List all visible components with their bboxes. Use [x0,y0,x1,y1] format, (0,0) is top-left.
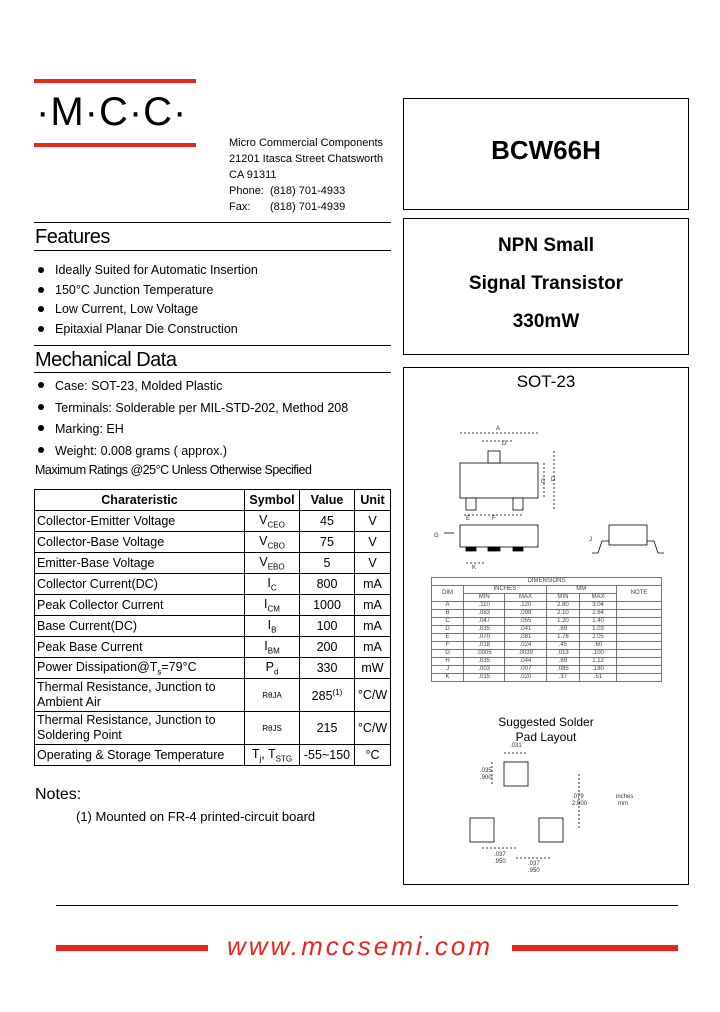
description-line-1: NPN Small [497,235,595,256]
svg-text:D: D [551,477,556,483]
table-row [35,658,391,679]
table-row [35,679,391,712]
pad-label: .900 [480,775,492,781]
mechanical-heading: Mechanical Data [35,349,177,371]
list-item: Case: SOT-23, Molded Plastic [35,376,348,398]
table-row [432,650,662,658]
company-logo: ·M·C·C· [36,90,188,134]
solder-title [404,715,688,745]
table-row [35,553,391,574]
description-box [403,218,689,355]
table-row [35,511,391,532]
part-number: BCW66H [491,135,601,165]
column-header: INCHES [464,586,547,594]
dim-cell: G [432,650,464,658]
table-row [432,674,662,682]
table-row [432,610,662,618]
table-row [35,616,391,637]
ratings-table [34,489,391,766]
dim-cell: .0005 [464,650,505,658]
table-row [432,626,662,634]
dim-cell: .018 [464,642,505,650]
dim-cell: 1.40 [580,618,617,626]
symbol-cell: $V_{EBO}$ [245,553,300,574]
table-row [432,634,662,642]
dim-cell: .003 [464,666,505,674]
column-header: MIN [546,594,580,602]
dim-cell: .110 [464,602,505,610]
dim-cell: .180 [580,666,617,674]
dim-cell: .055 [505,618,546,626]
dim-cell: 1.78 [546,634,580,642]
characteristic-cell: Collector Current(DC) [35,574,245,595]
solder-pad-layout-drawing [404,743,688,888]
dim-cell: J [432,666,464,674]
column-header: Symbol [245,490,300,511]
solder-title-line-1: Suggested Solder [498,715,594,729]
list-item: Terminals: Solderable per MIL-STD-202, Method 208 [35,398,348,420]
dim-cell: A [432,602,464,610]
list-item: Low Current, Low Voltage [35,300,258,320]
unit-cell: mA [355,574,391,595]
dim-cell: 2.64 [580,610,617,618]
dim-cell [616,610,661,618]
column-header: MIN [464,594,505,602]
dim-cell [616,650,661,658]
pad-label: inches [616,794,634,800]
company-info [229,135,383,215]
unit-cell: mA [355,637,391,658]
solder-title-line-2: Pad Layout [515,730,577,744]
dim-cell: .120 [505,602,546,610]
pad-label: .031 [510,743,522,749]
dim-cell: K [432,674,464,682]
company-fax: Fax: (818) 701-4939 [229,201,346,213]
svg-text:E: E [466,516,471,522]
value-cell: 5 [300,553,355,574]
symbol-cell: $I_C$ [245,574,300,595]
table-row [432,666,662,674]
logo-top-bar [34,79,196,83]
column-header: Unit [355,490,391,511]
table-row [432,618,662,626]
value-cell: 100 [300,616,355,637]
symbol-cell: $I_{BM}$ [245,637,300,658]
mechanical-list [35,376,348,462]
company-phone: Phone: (818) 701-4933 [229,185,346,197]
column-header: MAX [580,594,617,602]
value-cell: 330 [300,658,355,679]
dim-cell: .013 [546,650,580,658]
divider [34,345,391,346]
table-row [432,642,662,650]
list-item: Epitaxial Planar Die Construction [35,320,258,340]
dim-cell: .020 [505,674,546,682]
description [404,227,688,341]
symbol-cell: $T_j$, $T_{STG}$ [245,745,300,766]
value-cell: 45 [300,511,355,532]
unit-cell: °C/W [355,679,391,712]
unit-cell: °C [355,745,391,766]
list-item: Marking: EH [35,419,348,441]
dim-cell: .100 [580,650,617,658]
dim-cell: .51 [580,674,617,682]
dim-cell: F [432,642,464,650]
dim-cell: .89 [546,658,580,666]
divider [34,250,391,251]
dim-cell: 3.04 [580,602,617,610]
pad-label: .037 [494,852,506,858]
dim-cell: .070 [464,634,505,642]
column-header: DIM [432,586,464,602]
symbol-cell: $V_{CEO}$ [245,511,300,532]
svg-text:D: D [502,441,507,447]
characteristic-cell: Peak Collector Current [35,595,245,616]
divider [34,222,391,223]
table-row [35,532,391,553]
value-cell: 800 [300,574,355,595]
list-item: Ideally Suited for Automatic Insertion [35,261,258,281]
dim-cell: .024 [505,642,546,650]
dim-cell: .083 [464,610,505,618]
column-header: NOTE [616,586,661,602]
svg-text:K: K [472,565,477,571]
dim-cell: 2.05 [580,634,617,642]
dim-cell: 2.80 [546,602,580,610]
svg-text:A: A [496,426,501,432]
sot23-top-view-drawing [404,393,688,593]
unit-cell: V [355,511,391,532]
dim-cell: .007 [505,666,546,674]
dim-cell: .085 [546,666,580,674]
dim-cell: .035 [464,626,505,634]
table-row [35,712,391,745]
pad-label: .035 [480,768,492,774]
dim-cell: C [432,618,464,626]
part-number-box [403,98,689,210]
dim-cell: 2.10 [546,610,580,618]
note-item: (1) Mounted on FR-4 printed-circuit board [76,809,316,824]
dim-cell: .37 [546,674,580,682]
company-address-2: CA 91311 [229,169,277,181]
divider [34,372,391,373]
svg-text:F: F [492,516,496,522]
characteristic-cell: Power $Dissipation@T_s=79^\circ C$ [35,658,245,679]
dim-cell: .044 [505,658,546,666]
dim-cell: .098 [505,610,546,618]
table-row [35,637,391,658]
characteristic-cell: Thermal Resistance, Junction to Soldering Point [35,712,245,745]
value-cell: 285$^{(1)}$ [300,679,355,712]
svg-text:C: C [541,479,546,485]
dim-cell: .89 [546,626,580,634]
logo-bottom-bar [34,143,196,147]
symbol-cell: $I_{CM}$ [245,595,300,616]
dim-cell [616,602,661,610]
dim-cell: .041 [505,626,546,634]
dim-cell [616,642,661,650]
symbol-cell: RθJA [245,679,300,712]
dim-cell: .035 [464,658,505,666]
company-address-1: 21201 Itasca Street Chatsworth [229,153,384,165]
symbol-cell: $P_d$ [245,658,300,679]
column-header: Charateristic [35,490,245,511]
dim-cell: D [432,626,464,634]
dim-cell [616,626,661,634]
dim-cell [616,618,661,626]
dim-cell: 1.20 [546,618,580,626]
dimension-table [431,577,662,682]
column-header: MM [546,586,616,594]
value-cell: 75 [300,532,355,553]
characteristic-cell: Emitter-Base Voltage [35,553,245,574]
dim-cell [616,674,661,682]
dim-cell: .081 [505,634,546,642]
characteristic-cell: Thermal Resistance, Junction to Ambient Air [35,679,245,712]
dim-cell: .047 [464,618,505,626]
value-cell: 215 [300,712,355,745]
characteristic-cell: Peak Base Current [35,637,245,658]
unit-cell: mA [355,616,391,637]
ratings-caption: Maximum Ratings @25°C Unless Otherwise Specified [35,463,312,477]
pad-label: 2.000 [572,801,588,807]
features-heading: Features [35,226,110,248]
dim-cell: 1.03 [580,626,617,634]
symbol-cell: RθJS [245,712,300,745]
table-row [35,595,391,616]
unit-cell: V [355,553,391,574]
dim-cell: .015 [464,674,505,682]
pad-label: .037 [528,861,540,867]
dim-cell: .60 [580,642,617,650]
list-item: 150°C Junction Temperature [35,281,258,301]
dim-cell [616,634,661,642]
pad-label: .950 [528,868,540,874]
description-line-3: 330mW [512,311,580,332]
package-name: SOT-23 [516,372,576,391]
dim-cell: .45 [546,642,580,650]
pad-label: .950 [494,859,506,865]
table-row [432,658,662,666]
symbol-cell: $I_B$ [245,616,300,637]
svg-text:J: J [589,537,592,543]
unit-cell: V [355,532,391,553]
description-line-2: Signal Transistor [468,273,624,294]
unit-cell: mA [355,595,391,616]
value-cell: 1000 [300,595,355,616]
dim-cell: .0039 [505,650,546,658]
list-item: Weight: 0.008 grams ( approx.) [35,441,348,463]
characteristic-cell: Operating & Storage Temperature [35,745,245,766]
dim-cell: 1.12 [580,658,617,666]
table-row [35,574,391,595]
table-row [432,602,662,610]
characteristic-cell: Collector-Emitter Voltage [35,511,245,532]
dimension-title: DIMENSIONS [432,578,662,586]
company-name: Micro Commercial Components [229,137,384,149]
dim-cell: E [432,634,464,642]
dim-cell: B [432,610,464,618]
characteristic-cell: Base Current(DC) [35,616,245,637]
unit-cell: °C/W [355,712,391,745]
unit-cell: mW [355,658,391,679]
column-header: Value [300,490,355,511]
column-header: MAX [505,594,546,602]
symbol-cell: $V_{CBO}$ [245,532,300,553]
characteristic-cell: Collector-Base Voltage [35,532,245,553]
package-box [403,367,689,885]
footer-divider [56,905,678,906]
value-cell: -55~150 [300,745,355,766]
website-link[interactable]: www.mccsemi.com [226,931,493,961]
pad-label: mm [618,801,628,807]
pad-label: .079 [572,794,584,800]
features-list [35,261,258,339]
dim-cell: H [432,658,464,666]
svg-text:G: G [434,533,439,539]
dim-cell [616,658,661,666]
notes-heading: Notes: [35,786,82,803]
table-row [35,745,391,766]
value-cell: 200 [300,637,355,658]
dim-cell [616,666,661,674]
